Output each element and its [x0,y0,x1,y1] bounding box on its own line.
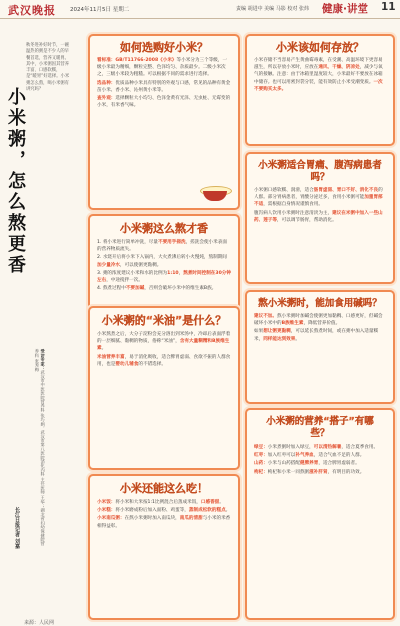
card-adding-alkali [245,290,395,404]
bio-heading: 受访专家： [40,349,46,370]
text: ，可以调节肠胃，帮助消化。 [276,217,337,223]
issue-date: 2024年11月5日 星期二 [70,7,130,13]
text: 等小米分为三个等级，一级小米最为精细，颗粒完整、色泽均匀、杂质最少。二级小米次之，三级小米较为粗糙。可以根据不同的需求进行选择。 [97,58,228,78]
highlight: 米油 [97,354,107,360]
text: 将小米和大米按1:1比例混合后蒸成米饭， [115,500,201,505]
text: ，适合气血不足的人群。 [313,453,365,459]
text: 的不错选择。 [138,361,166,367]
text: 小米粥口感软糯、润滑，适合 [254,188,314,193]
card-title: 小米粥适合胃痛、腹泻病患者吗？ [258,160,382,183]
newspaper-logo: 武汉晚报 [8,4,56,17]
card-title: 小米粥这么熬才香 [120,222,208,235]
highlight: 健脾养胃 [299,461,319,467]
card-nutrition-pairings [245,408,395,620]
text: 在熬小米粥时加入南瓜块， [124,516,180,522]
text: 将小米磨成粉后加入面粉、鸡蛋等， [115,508,189,514]
bio-text: 武汉市中医医院营养科 张巧娟，武汉市第八医院消化内科 主任医师 王华；湖北省妇幼保健院营养科 张秀梅 [34,349,46,546]
page-number: 11 [381,1,396,13]
text: ，否则会破坏小米中的维生素B族。 [144,286,217,292]
highlight: 想让粥更黏稠 [263,329,291,335]
card-body [247,313,393,343]
text: 1. 将小米进行简单冲洗，尽量 [97,240,158,245]
subhead: 山药： [254,461,268,467]
text: 。 [225,508,231,514]
card-body [90,57,238,109]
highlight: 一次不要购买太多。 [254,79,383,92]
text: ，有明目的功效。 [327,469,365,475]
highlight: 南瓜的清甜 [179,516,203,522]
text: ，可以延长熬煮时间，或在粥中加入适量糯米， [254,329,379,342]
highlight: 可以清热解暑 [313,445,342,450]
card-body [90,239,238,292]
card-body [247,444,393,476]
left-column [0,19,86,626]
text: 2. 水烧开后将小米下入锅内，大火煮沸后转小火慢炖，熬制期间 [97,255,227,261]
card-storing-millet [245,34,395,146]
highlight: 加少量冷水 [97,262,120,268]
card-body [90,331,238,368]
highlight: 婴幼儿辅食 [115,361,139,367]
highlight: 肠胃虚弱、胃口不好、消化不良 [313,188,379,193]
card-body [247,187,393,224]
subhead: 小米糕： [97,508,116,514]
porridge-bowl-icon [200,182,230,202]
card-title: 如何选购好小米？ [120,41,208,54]
intro-text: 秋冬进补好时节，一碗温热的粥是不少人的早餐首选，营养又暖胃。其中，小米粥因其营养丰富、口感软糯，是“暖胃”好选择。小米粥怎么熬，喝小米粥有讲究吗？ [26,43,70,93]
section-title: 健康·讲堂 [322,3,368,15]
highlight: 营养丰富 [106,354,125,360]
expert-bio [34,349,46,549]
text: 。 [295,336,300,342]
text: ，降低营养价值。 [303,321,341,327]
text: 3. 粥的浓度建议小米和水的比例为 [97,270,168,276]
text: ，适合夏季食用。 [341,445,379,450]
text: 4. 熬煮过程中 [97,286,126,292]
subhead: 枸杞： [254,469,268,475]
card-body [247,57,393,93]
subhead: 小米饭： [97,500,116,505]
subhead: 绿豆： [254,445,268,450]
highlight: 建议在米粥中加入一些山药、莲子等 [254,210,383,223]
highlight: 通风、干燥、阴凉处 [318,65,360,71]
highlight: B族维生素 [281,321,304,327]
text: ，搓洗会使小米表面的营养物质流失。 [97,240,227,253]
text: ，中途搅拌一次。 [106,278,143,284]
card-title: 小米还能这么吃！ [120,482,208,495]
text: 熬小米粥时加碱会使粥更加黏稠、口感更好，但碱会破坏小米中的 [254,314,383,327]
card-body [90,499,238,530]
text: 小米存储不当容易产生黄曲霉毒素，在受潮、高温环境下更容易滋生，所以存放小米时，应放在 [254,58,383,71]
text: 。 [219,500,224,505]
standard-code: GB/T11766-2008《小米》 [115,58,177,63]
text: 枸杞和小米一同熬粥 [267,469,310,475]
highlight: 熬煮时间控制在30分钟左右 [97,270,231,284]
text: 小米熬煮之后，大分子淀粉会充分溶出到米汤中，冷却后表面浮着的一层细腻、黏稠的物质，俗称“米油”， [97,332,231,345]
highlight: 建议不加。 [254,314,277,319]
editor-credits: 责编 胡进中 美编 马影 校对 张炜 [236,6,309,12]
text: 腹泻病人饮用小米粥时注意清淡为主， [254,210,333,216]
text: 的人群。部分胃病患者，胃酸分泌过多，食用小米粥可能 [254,188,383,201]
subhead: 查外观： [97,96,116,102]
card-title: 熬小米粥时，能加食用碱吗？ [258,298,382,309]
highlight: 同样能达到效果 [263,336,296,342]
text: 选择颗粒大小均匀、色泽金黄有光泽、无虫蛀、无霉变的小米，有米香气味。 [97,96,231,109]
text: 。 [101,346,107,352]
highlight: 蒸制成松软的糕点 [188,508,226,514]
highlight: 加重胃部不适 [254,195,383,208]
card-rice-oil [88,306,240,470]
highlight: 1:10 [167,270,179,276]
highlight: 补气养血 [295,453,314,459]
card-title: 小米该如何存放？ [276,41,364,54]
text: ，需根据自身情况谨慎食用。 [263,202,323,208]
masthead [0,0,400,19]
text: ，减少与氧气的接触。注意：由于冰箱里湿度较大，小米最好不要放在冰箱中储存。也可以用密封袋分装，能有效防止小米受潮变质。 [254,65,383,85]
card-title: 小米粥的营养“搭子”有哪些？ [266,416,374,439]
card-title: 小米粥的“米油”是什么？ [101,314,227,327]
source-note: 来源：人民网 [24,620,55,626]
text: 优质品种小米具有特别的外观与口感，常见的品种有黄金苗小米、香小米、沁州黄小米等。 [97,80,231,93]
highlight: 口感香甜 [200,500,220,505]
reporter-credit: 长江日报记者 刘嘉 [14,507,20,549]
text: 与小米的米香相得益彰。 [97,516,231,529]
highlight: 不要用手搓洗 [157,240,186,245]
subhead: 小米南瓜粥： [97,516,125,522]
text: 小米煮粥时加入绿豆， [267,445,314,450]
text: 小米与山药搭配 [267,461,300,467]
text: ，易于消化吸收，适合脾胃虚弱、食欲不振的人群食用，也是 [97,354,231,367]
text: ，可以使粥更黏稠。 [119,262,162,268]
subhead: 红枣： [254,453,268,459]
page-title: 小米粥，怎么熬更香 [5,87,26,276]
highlight: 不要加碱 [125,286,145,292]
card-stomach-patients [245,152,395,284]
text: 加入红枣可以 [267,453,296,459]
highlight: 含有大量糊精和B族维生素 [97,339,230,352]
text: ，适合脾胃虚弱者。 [318,461,360,467]
highlight: 滋补肝肾 [309,469,328,475]
subhead: 选品种： [97,80,116,86]
card-other-recipes [88,474,240,620]
text: 如果 [254,329,264,335]
text: ， [178,270,184,276]
subhead: 看标准： [97,58,116,63]
